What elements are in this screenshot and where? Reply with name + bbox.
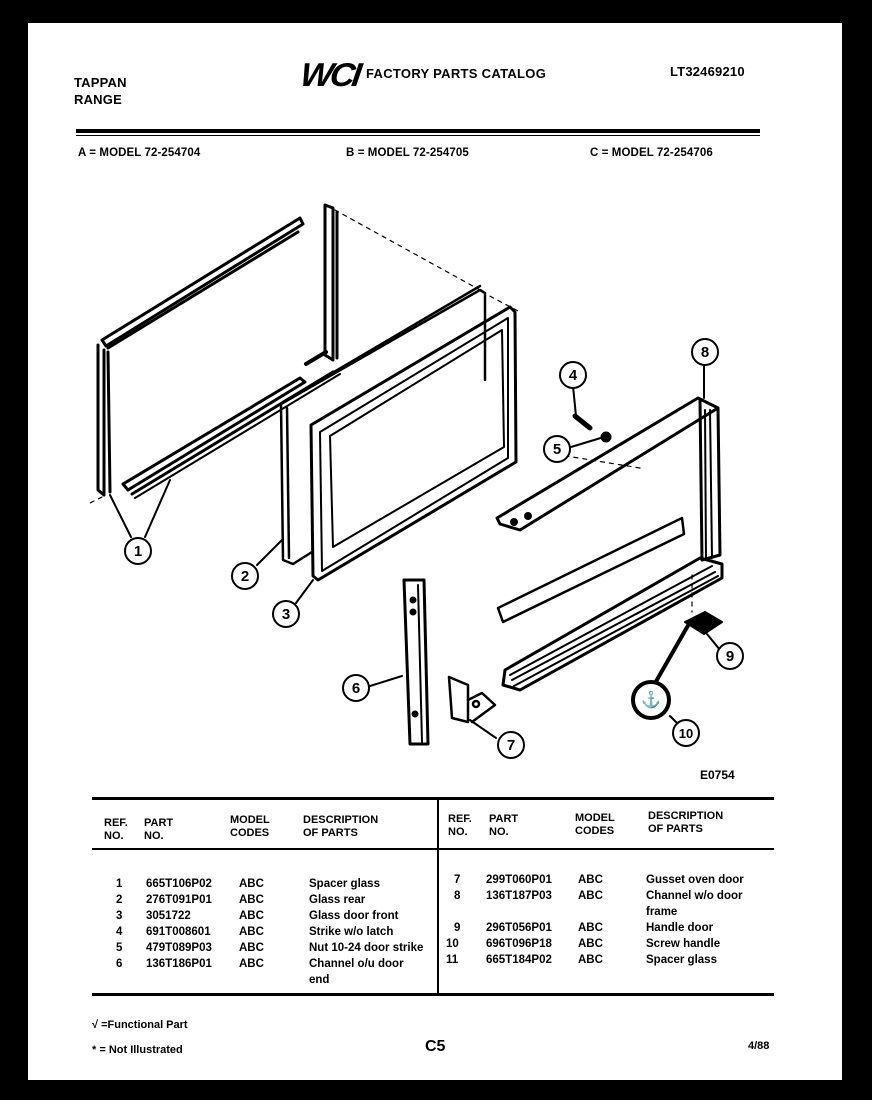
header-model-codes-right: MODEL CODES [575,812,615,837]
gusset-part [449,677,495,722]
channel-end-part [404,580,428,744]
brand-name: TAPPAN [74,75,127,90]
callout-8: 8 [691,338,719,366]
spacer-glass-part [98,205,340,498]
table-column-divider [437,800,439,994]
header-part-no-right: PART NO. [489,813,519,838]
screw-detail-circle [631,680,671,720]
header-ref-no-right: REF. NO. [448,813,472,838]
model-c: C = MODEL 72-254706 [590,147,713,159]
callout-4: 4 [559,361,587,389]
channel-frame-part [497,398,722,690]
callout-7: 7 [497,731,525,759]
page-code: C5 [425,1038,446,1055]
scan-border-bottom [0,1080,872,1100]
revision-date: 4/88 [748,1040,770,1052]
diagram-code: E0754 [700,768,735,782]
callout-10: 10 [672,719,700,747]
header-ref-no: REF. NO. [104,817,128,842]
header-description: DESCRIPTION OF PARTS [303,814,379,839]
legend-functional-part: √ =Functional Part [92,1019,188,1031]
table-header-rule [92,848,774,850]
legend-not-illustrated: * = Not Illustrated [92,1044,183,1056]
callout-3: 3 [272,600,300,628]
callout-1: 1 [124,537,152,565]
header-model-codes: MODEL CODES [230,814,270,839]
document-id: LT32469210 [670,64,745,79]
wci-logo: WCI [298,56,362,93]
callout-9: 9 [716,642,744,670]
callout-5: 5 [543,435,571,463]
callout-6: 6 [342,674,370,702]
table-bottom-rule [92,993,774,996]
callout-2: 2 [231,562,259,590]
model-a: A = MODEL 72-254704 [78,147,201,159]
model-b: B = MODEL 72-254705 [346,147,469,159]
screw-icon: ⚓ [641,692,661,709]
table-top-rule [92,797,774,800]
header-part-no: PART NO. [144,817,174,842]
catalog-title: FACTORY PARTS CATALOG [366,66,547,81]
header-description-right: DESCRIPTION OF PARTS [648,810,724,835]
product-type: RANGE [74,92,122,107]
